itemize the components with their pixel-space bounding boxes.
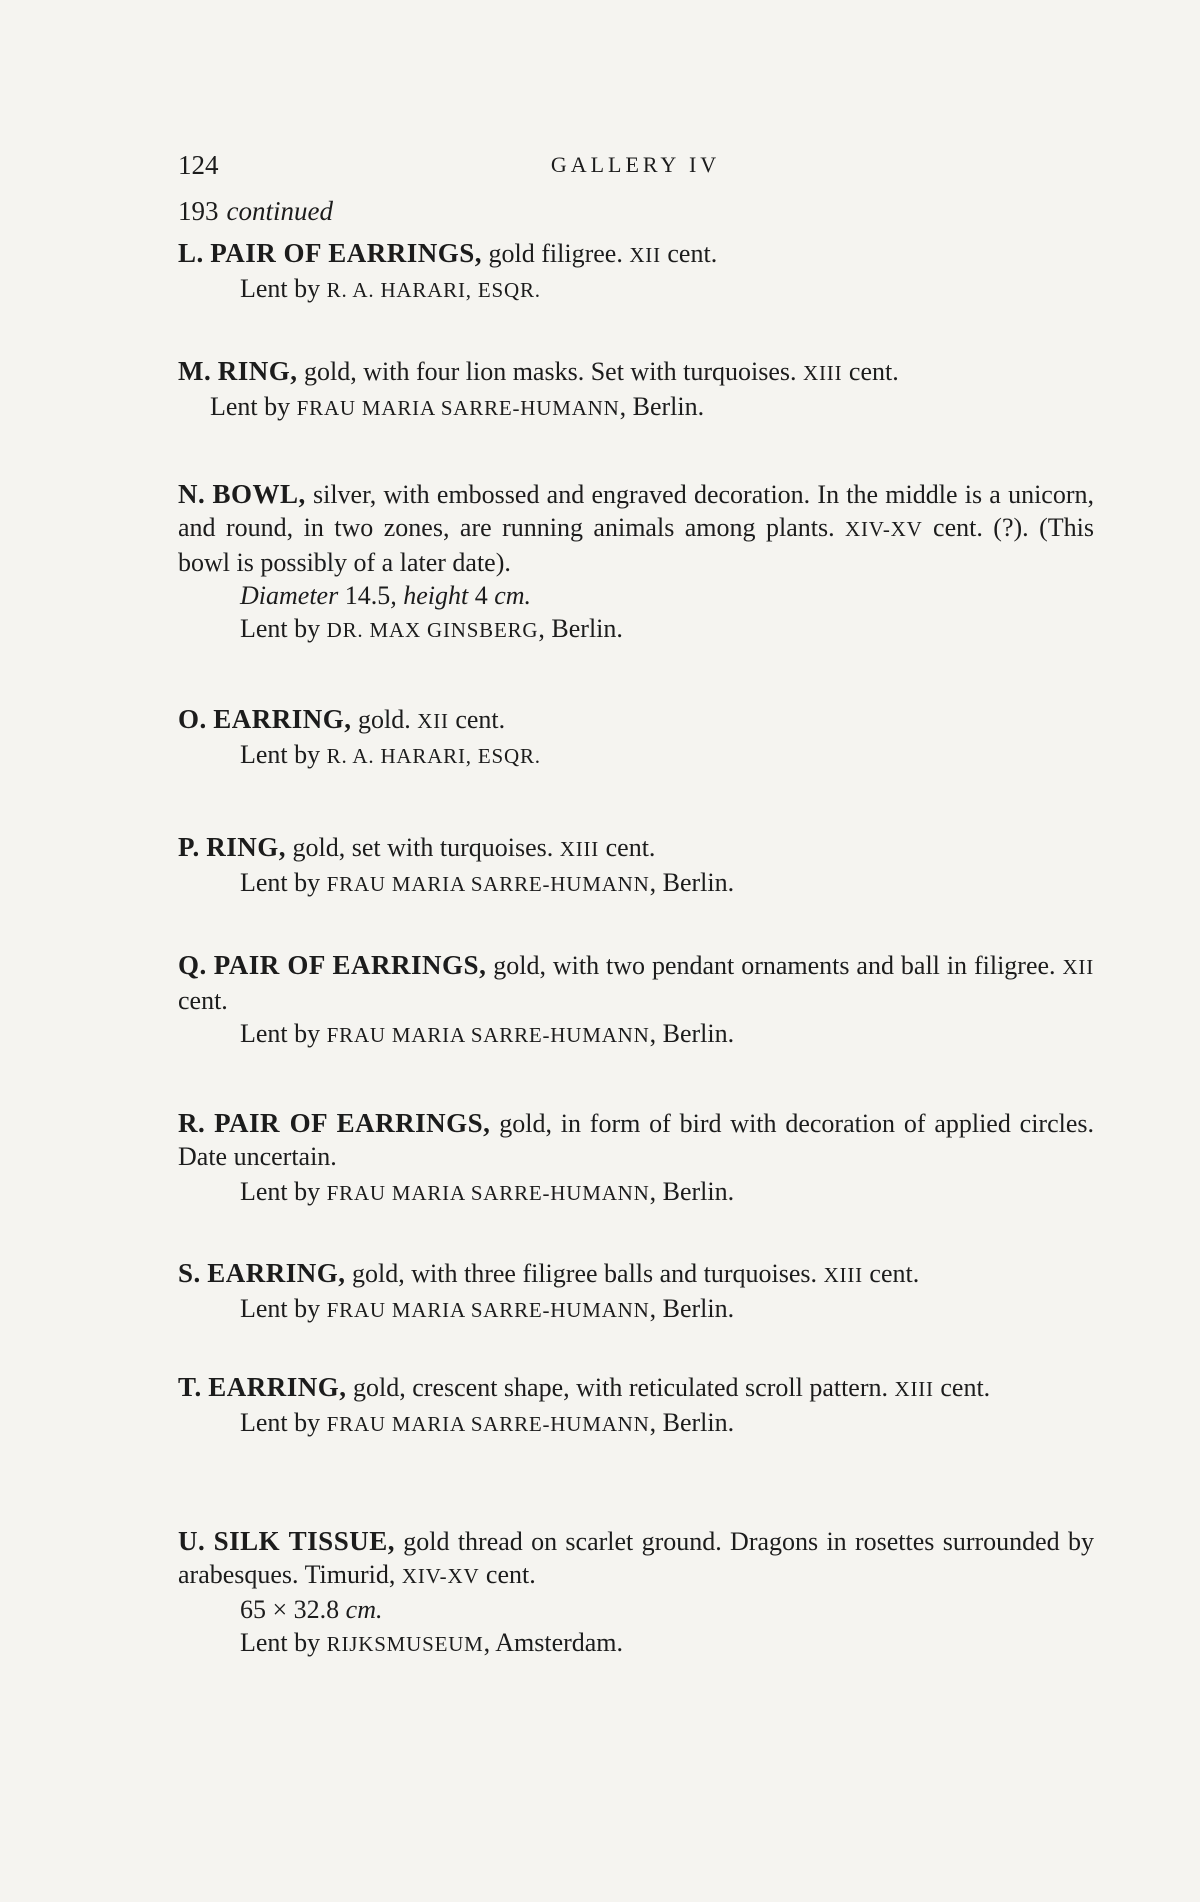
lender-name: FRAU MARIA SARRE-HUMANN (326, 1298, 650, 1322)
catalogue-entry-n (178, 478, 1094, 647)
lender-name: FRAU MARIA SARRE-HUMANN (326, 872, 650, 896)
entry-lender: Lent by DR. MAX GINSBERG, Berlin. (240, 614, 623, 643)
catalogue-entry-q (178, 949, 1094, 1052)
entry-heading (178, 1371, 1094, 1406)
entry-letter: N. (178, 479, 206, 509)
entry-heading (178, 237, 1094, 272)
entry-lender: Lent by RIJKSMUSEUM, Amsterdam. (240, 1628, 624, 1657)
continuation-label (178, 196, 333, 227)
entry-century-suffix: cent. (599, 833, 656, 862)
lender-name: DR. MAX GINSBERG (326, 618, 539, 642)
entry-description: gold, in form of bird with decoration of applied circles. Date uncertain. (178, 1109, 1094, 1171)
entry-century: XIII (823, 1263, 863, 1287)
entry-title: EARRING, (207, 1258, 346, 1288)
catalogue-entry-l (178, 237, 1094, 307)
entry-description: gold, with three filigree balls and turquoises. (345, 1259, 824, 1288)
entry-title: BOWL, (212, 479, 306, 509)
entry-letter: T. (178, 1372, 202, 1402)
entry-century: XIV-XV (401, 1564, 480, 1588)
entry-century: XIII (803, 361, 843, 385)
entry-description: gold, crescent shape, with reticulated scroll pattern. (346, 1373, 895, 1402)
entry-description: gold. (351, 705, 418, 734)
entry-century-suffix: cent. (178, 986, 228, 1015)
entry-dimensions: Diameter 14.5, height 4 cm. (240, 581, 532, 610)
entry-century: XII (629, 243, 661, 267)
entry-century-suffix: cent. (862, 1259, 920, 1288)
entry-century: XIII (894, 1377, 934, 1401)
entry-dimensions: 65 × 32.8 cm. (240, 1595, 383, 1624)
catalogue-entry-r (178, 1107, 1094, 1210)
entry-letter: L. (178, 238, 204, 268)
entry-letter: U. (178, 1526, 206, 1556)
entry-title: RING, (206, 832, 287, 862)
lender-name: FRAU MARIA SARRE-HUMANN (326, 1181, 650, 1205)
entry-description: gold, set with turquoises. (286, 833, 560, 862)
entry-heading (178, 478, 1094, 579)
entry-heading (178, 1525, 1094, 1593)
entry-century: XII (1062, 955, 1095, 979)
catalogue-number: 193 (178, 196, 219, 226)
catalogue-entry-u (178, 1525, 1094, 1661)
entry-heading (178, 1107, 1094, 1175)
entry-lender: Lent by FRAU MARIA SARRE-HUMANN, Berlin. (240, 1177, 735, 1206)
catalogue-entry-o (178, 703, 1094, 773)
entry-century-suffix: cent. (?). (This bowl is possibly of a later date). (178, 513, 1094, 577)
catalogue-entry-t (178, 1371, 1094, 1441)
entry-letter: R. (178, 1108, 206, 1138)
entry-lender: Lent by FRAU MARIA SARRE-HUMANN, Berlin. (240, 1019, 735, 1048)
entry-description: silver, with embossed and engraved decoration. In the middle is a unicorn, and round, in two zones, are running animals among plants. (178, 480, 1095, 542)
entry-lender: Lent by FRAU MARIA SARRE-HUMANN, Berlin. (240, 1294, 735, 1323)
lender-name: R. A. HARARI, ESQR. (326, 278, 541, 302)
catalogue-entry-s (178, 1257, 1094, 1327)
entry-century-suffix: cent. (479, 1560, 536, 1589)
entry-letter: M. (178, 356, 212, 386)
entry-title: PAIR OF EARRINGS, (213, 950, 487, 980)
entry-century-suffix: cent. (933, 1373, 991, 1402)
entry-century-suffix: cent. (842, 357, 899, 386)
entry-century: XII (417, 709, 449, 733)
entry-description: gold, with two pendant ornaments and ball in filigree. (486, 951, 1063, 980)
entry-title: PAIR OF EARRINGS, (214, 1108, 491, 1138)
entry-heading (178, 703, 1094, 738)
entry-title: EARRING, (208, 1372, 347, 1402)
entry-letter: Q. (178, 950, 207, 980)
entry-title: RING, (217, 356, 298, 386)
lender-name: RIJKSMUSEUM (326, 1632, 484, 1656)
entry-century-suffix: cent. (448, 705, 506, 734)
entry-lender: Lent by FRAU MARIA SARRE-HUMANN, Berlin. (240, 868, 735, 897)
entry-heading (178, 831, 1094, 866)
lender-name: FRAU MARIA SARRE-HUMANN (326, 1023, 650, 1047)
entry-description: gold, with four lion masks. Set with turquoises. (297, 357, 804, 386)
entry-title: EARRING, (213, 704, 352, 734)
entry-lender: Lent by FRAU MARIA SARRE-HUMANN, Berlin. (210, 392, 705, 421)
running-head (178, 150, 1093, 184)
lender-name: R. A. HARARI, ESQR. (326, 744, 541, 768)
entry-heading (178, 1257, 1094, 1292)
lender-name: FRAU MARIA SARRE-HUMANN (296, 396, 620, 420)
entry-heading (178, 949, 1094, 1017)
entry-heading (178, 355, 1094, 390)
entry-century-suffix: cent. (660, 239, 718, 268)
catalogue-entry-m (178, 355, 1094, 425)
entry-title: SILK TISSUE, (213, 1526, 395, 1556)
page-number: 124 (178, 150, 219, 180)
entry-century: XIV-XV (845, 517, 923, 541)
entry-description: gold filigree. (482, 239, 630, 268)
catalogue-entry-p (178, 831, 1094, 901)
entry-letter: O. (178, 704, 207, 734)
entry-lender: Lent by R. A. HARARI, ESQR. (240, 740, 541, 769)
entry-century: XIII (559, 837, 600, 861)
continued-word: continued (226, 196, 333, 226)
entry-title: PAIR OF EARRINGS, (210, 238, 483, 268)
entry-lender: Lent by FRAU MARIA SARRE-HUMANN, Berlin. (240, 1408, 735, 1437)
lender-name: FRAU MARIA SARRE-HUMANN (326, 1412, 650, 1436)
entry-letter: P. (178, 832, 200, 862)
entry-description: gold thread on scarlet ground. Dragons in rosettes surrounded by arabesques. Timurid, (178, 1527, 1094, 1589)
entry-letter: S. (178, 1258, 201, 1288)
entry-lender: Lent by R. A. HARARI, ESQR. (240, 274, 541, 303)
gallery-title: GALLERY IV (550, 152, 721, 177)
